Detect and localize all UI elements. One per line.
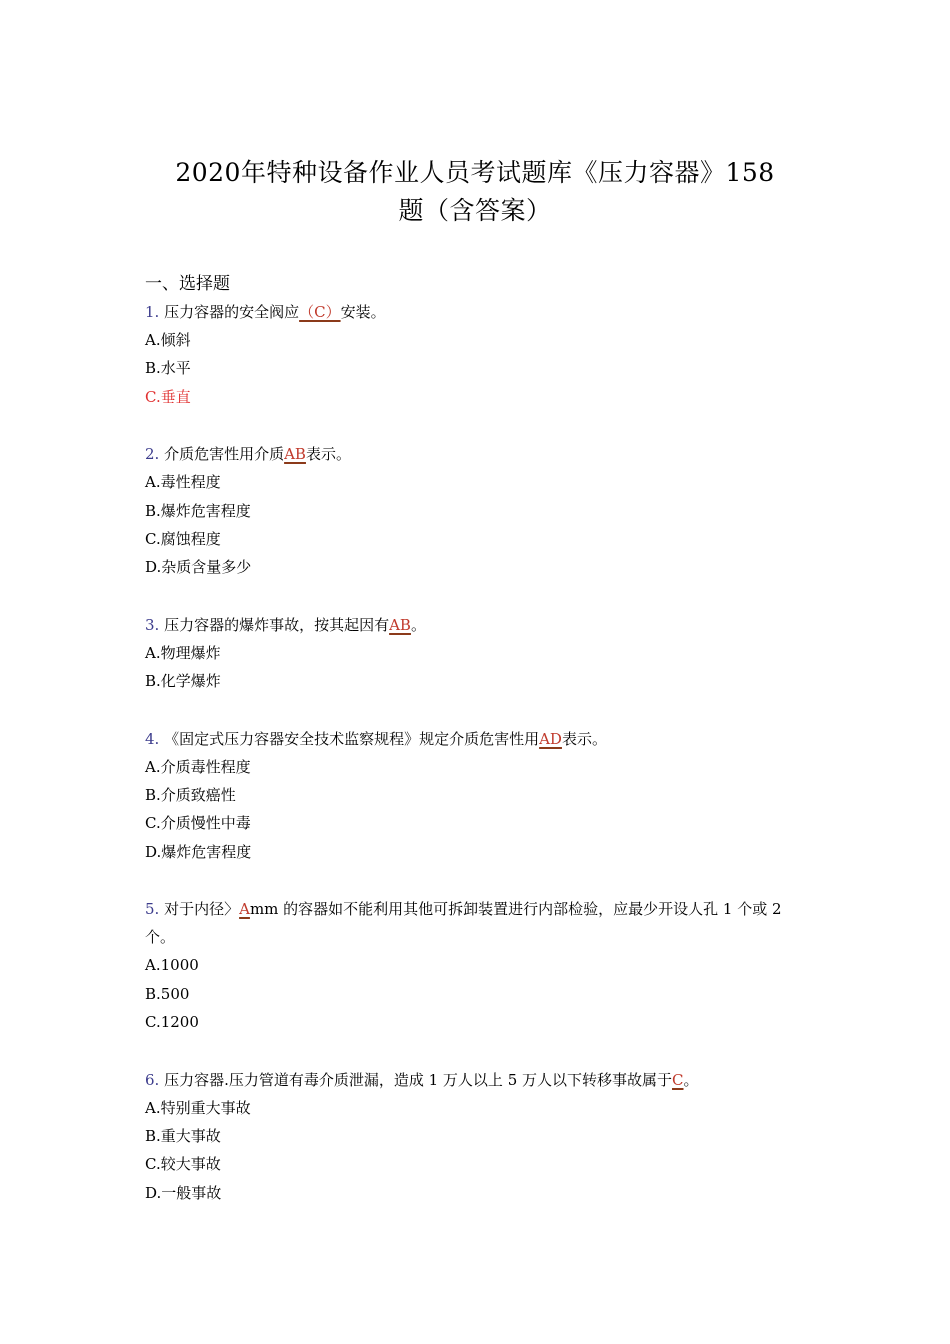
option-c: C.1200 [145,1013,199,1032]
question-3 [145,611,815,696]
question-text: 压力容器的爆炸事故，按其起因有 [159,615,390,634]
question-stem [145,440,815,468]
section-heading: 一、选择题 [145,274,230,294]
question-text-end: 。 [683,1070,699,1089]
option-b: B.水平 [145,359,191,378]
document-title [120,154,830,230]
question-text: 《固定式压力容器安全技术监察规程》规定介质危害性用 [159,729,540,748]
option-a: A.倾斜 [145,331,191,349]
question-2 [145,440,815,582]
question-number: 5. [145,900,160,919]
option-c: C.腐蚀程度 [145,530,221,549]
question-text: 介质危害性用介质 [159,445,285,464]
question-5 [145,895,815,1036]
answer-mark: AD [539,729,562,748]
option-c: C.较大事故 [145,1155,221,1174]
answer-mark: （C） [299,303,341,321]
question-number: 4. [145,729,160,748]
option-a: A.特别重大事故 [145,1098,251,1117]
option-b: B.介质致癌性 [145,786,236,805]
option-c-correct: C.垂直 [145,387,191,406]
title-line-1: 2020年特种设备作业人员考试题库《压力容器》158 [175,158,775,187]
question-text-end: 安装。 [340,303,386,321]
option-b: B.重大事故 [145,1126,221,1145]
answer-mark: C [672,1070,684,1089]
question-text-end: 表示。 [561,729,607,748]
question-number: 2. [145,445,160,464]
title-line-2: 题（含答案） [398,196,552,225]
answer-mark: A [239,900,250,919]
option-a: A.1000 [145,956,199,975]
option-d: D.爆炸危害程度 [145,842,252,861]
answer-mark: AB [284,445,306,464]
option-b: B.爆炸危害程度 [145,501,251,520]
question-text-end: 。 [410,615,426,634]
question-list [145,270,815,1207]
question-stem [145,895,815,951]
option-d: D.杂质含量多少 [145,558,252,577]
question-stem [145,298,815,326]
question-stem [145,725,815,753]
question-text-end: mm 的容器如不能利用其他可拆卸装置进行内部检验，应最少开设人孔 1 个或 2 个。 [145,900,782,947]
question-number: 6. [145,1070,160,1089]
question-text: 压力容器的安全阀应 [159,303,300,321]
question-text: 压力容器.压力管道有毒介质泄漏，造成 1 万人以上 5 万人以下转移事故属于 [159,1070,673,1089]
option-c: C.介质慢性中毒 [145,814,251,833]
question-1 [145,298,815,411]
option-b: B.500 [145,984,190,1003]
question-6 [145,1066,815,1208]
question-text: 对于内径〉 [159,900,240,919]
option-a: A.物理爆炸 [145,643,221,662]
question-text-end: 表示。 [305,445,351,464]
question-number: 1. [145,303,160,321]
option-a: A.毒性程度 [145,473,221,492]
option-d: D.一般事故 [145,1183,222,1202]
answer-mark: AB [389,615,411,634]
option-a: A.介质毒性程度 [145,757,251,776]
question-stem [145,1066,815,1094]
option-b: B.化学爆炸 [145,672,221,691]
question-stem [145,611,815,639]
question-4 [145,725,815,867]
question-number: 3. [145,615,160,634]
